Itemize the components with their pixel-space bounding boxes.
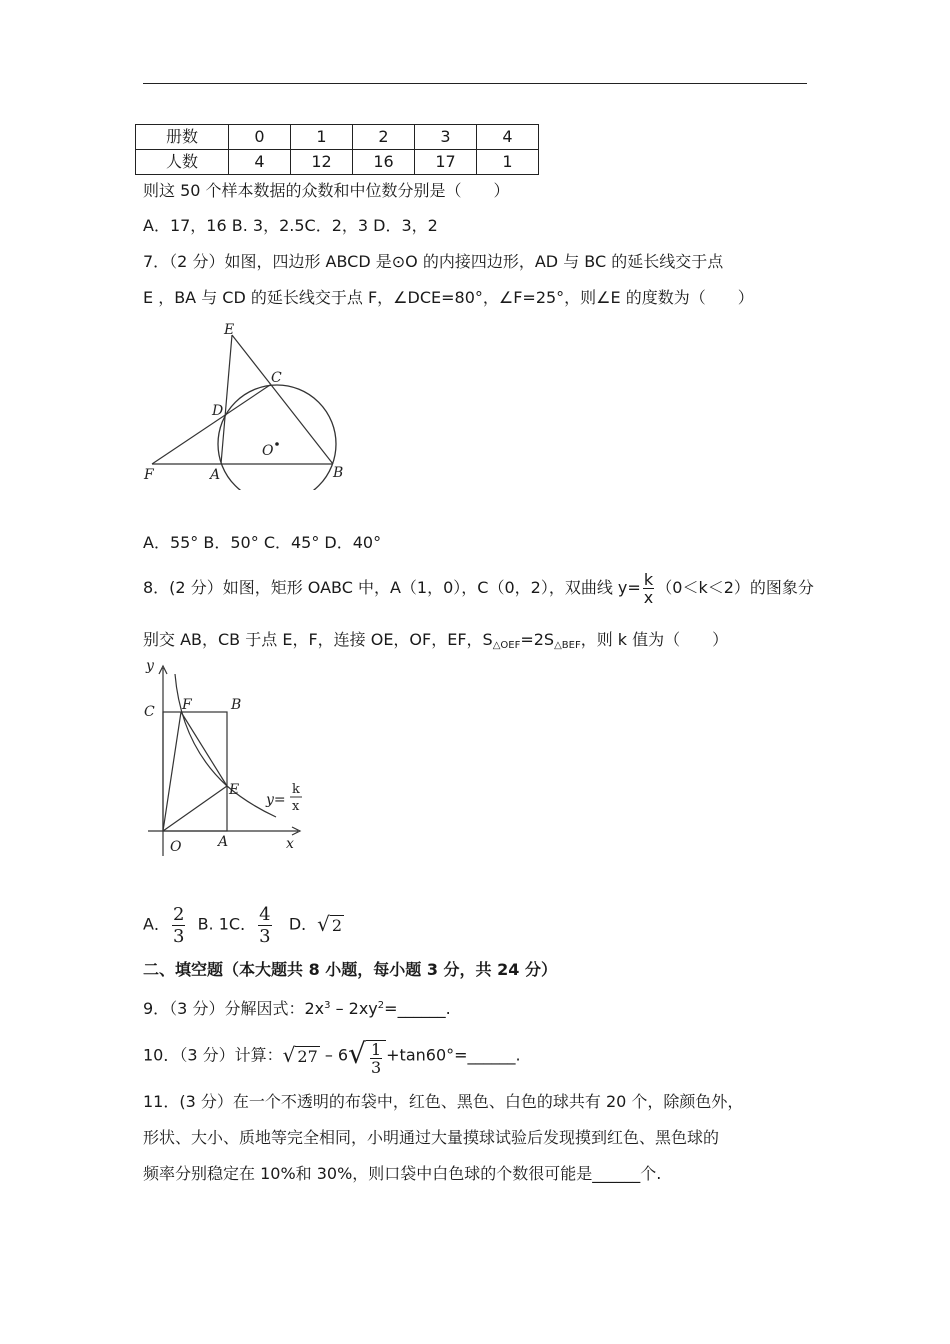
label-o: O xyxy=(170,839,182,855)
table-row xyxy=(136,125,539,150)
label-b: B xyxy=(231,697,242,713)
q7-options: A．55° B．50° C．45° D．40° xyxy=(143,533,382,552)
option-d-label: D． xyxy=(288,914,318,934)
q9-part-c: =______. xyxy=(384,999,451,1018)
segment-ea xyxy=(221,335,232,464)
q8-text-line2 xyxy=(143,630,728,656)
label-a: A xyxy=(210,467,221,483)
label-a: A xyxy=(218,834,229,850)
fraction-two-thirds xyxy=(172,904,185,947)
frac-denominator: 3 xyxy=(259,925,271,947)
label-c: C xyxy=(144,704,155,720)
frequency-table xyxy=(135,124,539,175)
q8-line2-part-c: ，则 k 值为（ ） xyxy=(580,630,729,649)
q8-options xyxy=(143,902,344,948)
frac-numerator: k xyxy=(643,570,654,589)
q6-stem: 则这 50 个样本数据的众数和中位数分别是（ ） xyxy=(143,181,510,200)
q8-text-line1 xyxy=(143,570,814,606)
sqrt-27: √ 27 xyxy=(282,1043,318,1067)
section-heading: 二、填空题（本大题共 8 小题，每小题 3 分，共 24 分） xyxy=(143,960,557,979)
label-e: E xyxy=(224,322,235,338)
table-cell: 0 xyxy=(229,125,291,150)
frac-numerator: 1 xyxy=(370,1040,382,1059)
label-e: E xyxy=(229,782,240,798)
sqrt-one-third: √ $\frac{1}{3}$ xyxy=(348,1032,386,1080)
table-cell: 1 xyxy=(477,150,539,175)
q6-options: A．17，16 B. 3，2.5C．2，3 D．3，2 xyxy=(143,216,438,235)
subscript-oef: △OEF xyxy=(492,640,521,651)
label-d: D xyxy=(212,403,224,419)
q10-minus: – 6 xyxy=(319,1045,349,1065)
circle-o xyxy=(218,385,336,490)
label-x: x xyxy=(286,836,294,852)
q7-text-line1: 7．（2 分）如图，四边形 ABCD 是⊙O 的内接四边形，AD 与 BC 的延长线交于点 xyxy=(143,252,724,271)
superscript: 2 xyxy=(377,1000,385,1011)
segment-oe xyxy=(163,786,227,831)
table-cell: 3 xyxy=(415,125,477,150)
subscript-bef: △BEF xyxy=(554,640,581,651)
frac-denominator: 3 xyxy=(370,1058,382,1077)
q7-text-line2: E ，BA 与 CD 的延长线交于点 F，∠DCE=80°，∠F=25°，则∠E 的度数为（ ） xyxy=(143,288,754,307)
frac-denominator: 3 xyxy=(172,925,185,947)
center-dot xyxy=(275,442,279,446)
sqrt-argument: 27 xyxy=(297,1047,318,1066)
q10-label: 10．（3 分）计算： xyxy=(143,1045,283,1065)
label-curve-x: x xyxy=(292,799,300,814)
table-cell: 4 xyxy=(477,125,539,150)
table-row xyxy=(136,150,539,175)
header-rule xyxy=(143,83,807,84)
q8-line2-part-b: =2S xyxy=(520,630,555,649)
label-f: F xyxy=(144,467,154,483)
q11-text-line3: 频率分别稳定在 10%和 30%，则口袋中白色球的个数很可能是______个. xyxy=(143,1164,662,1183)
hyperbola-curve xyxy=(175,674,276,817)
table-cell: 1 xyxy=(291,125,353,150)
table-cell: 4 xyxy=(229,150,291,175)
option-b-c-label: B. 1C． xyxy=(197,914,257,934)
option-a-label: A． xyxy=(143,914,170,934)
frac-numerator: 4 xyxy=(259,903,271,925)
segment-of xyxy=(163,712,181,831)
label-c: C xyxy=(271,370,282,386)
superscript: 3 xyxy=(324,1000,331,1011)
fraction-k-over-x xyxy=(643,571,654,606)
table-cell: 16 xyxy=(353,150,415,175)
q10-rest: +tan60°=______. xyxy=(386,1045,521,1065)
table-cell: 2 xyxy=(353,125,415,150)
label-f: F xyxy=(182,697,192,713)
section-heading-wrap xyxy=(143,960,557,980)
q11-text-line1: 11．(3 分）在一个不透明的布袋中，红色、黑色、白色的球共有 20 个，除颜色外， xyxy=(143,1092,744,1111)
label-o: O xyxy=(262,443,274,459)
table-cell: 17 xyxy=(415,150,477,175)
frac-denominator: x xyxy=(643,588,654,607)
segment-ef xyxy=(181,712,227,786)
fraction-four-thirds xyxy=(258,904,271,947)
label-curve: y= xyxy=(266,792,286,808)
q11-text-line2: 形状、大小、质地等完全相同，小明通过大量摸球试验后发现摸到红色、黑色球的 xyxy=(143,1128,720,1147)
sqrt-argument-frac xyxy=(366,1040,386,1076)
table-cell: 册数 xyxy=(136,125,229,150)
label-y: y xyxy=(146,658,154,674)
q8-line2-part-a: 别交 AB，CB 于点 E，F，连接 OE，OF，EF，S xyxy=(143,630,493,649)
q10-text xyxy=(143,1032,521,1080)
q8-hyperbola-figure xyxy=(138,654,308,864)
segment-fc xyxy=(152,385,270,464)
sqrt-argument: 2 xyxy=(331,916,343,935)
table-cell: 12 xyxy=(291,150,353,175)
segment-eb xyxy=(232,335,333,464)
fraction-one-third xyxy=(370,1041,382,1076)
label-b: B xyxy=(333,465,344,481)
frac-numerator: 2 xyxy=(172,903,185,925)
label-curve-k: k xyxy=(292,782,300,797)
q9-part-b: – 2xy xyxy=(330,999,378,1018)
q9-part-a: 9．（3 分）分解因式：2x xyxy=(143,999,325,1018)
table-cell: 人数 xyxy=(136,150,229,175)
q8-line1-part-a: 8．(2 分）如图，矩形 OABC 中，A（1，0），C（0，2），双曲线 y= xyxy=(143,578,641,597)
q8-line1-part-b: （0＜k＜2）的图象分 xyxy=(656,578,814,597)
q7-circle-figure xyxy=(140,318,350,490)
sqrt-two: √ 2 xyxy=(317,912,343,936)
q9-text xyxy=(143,996,451,1019)
